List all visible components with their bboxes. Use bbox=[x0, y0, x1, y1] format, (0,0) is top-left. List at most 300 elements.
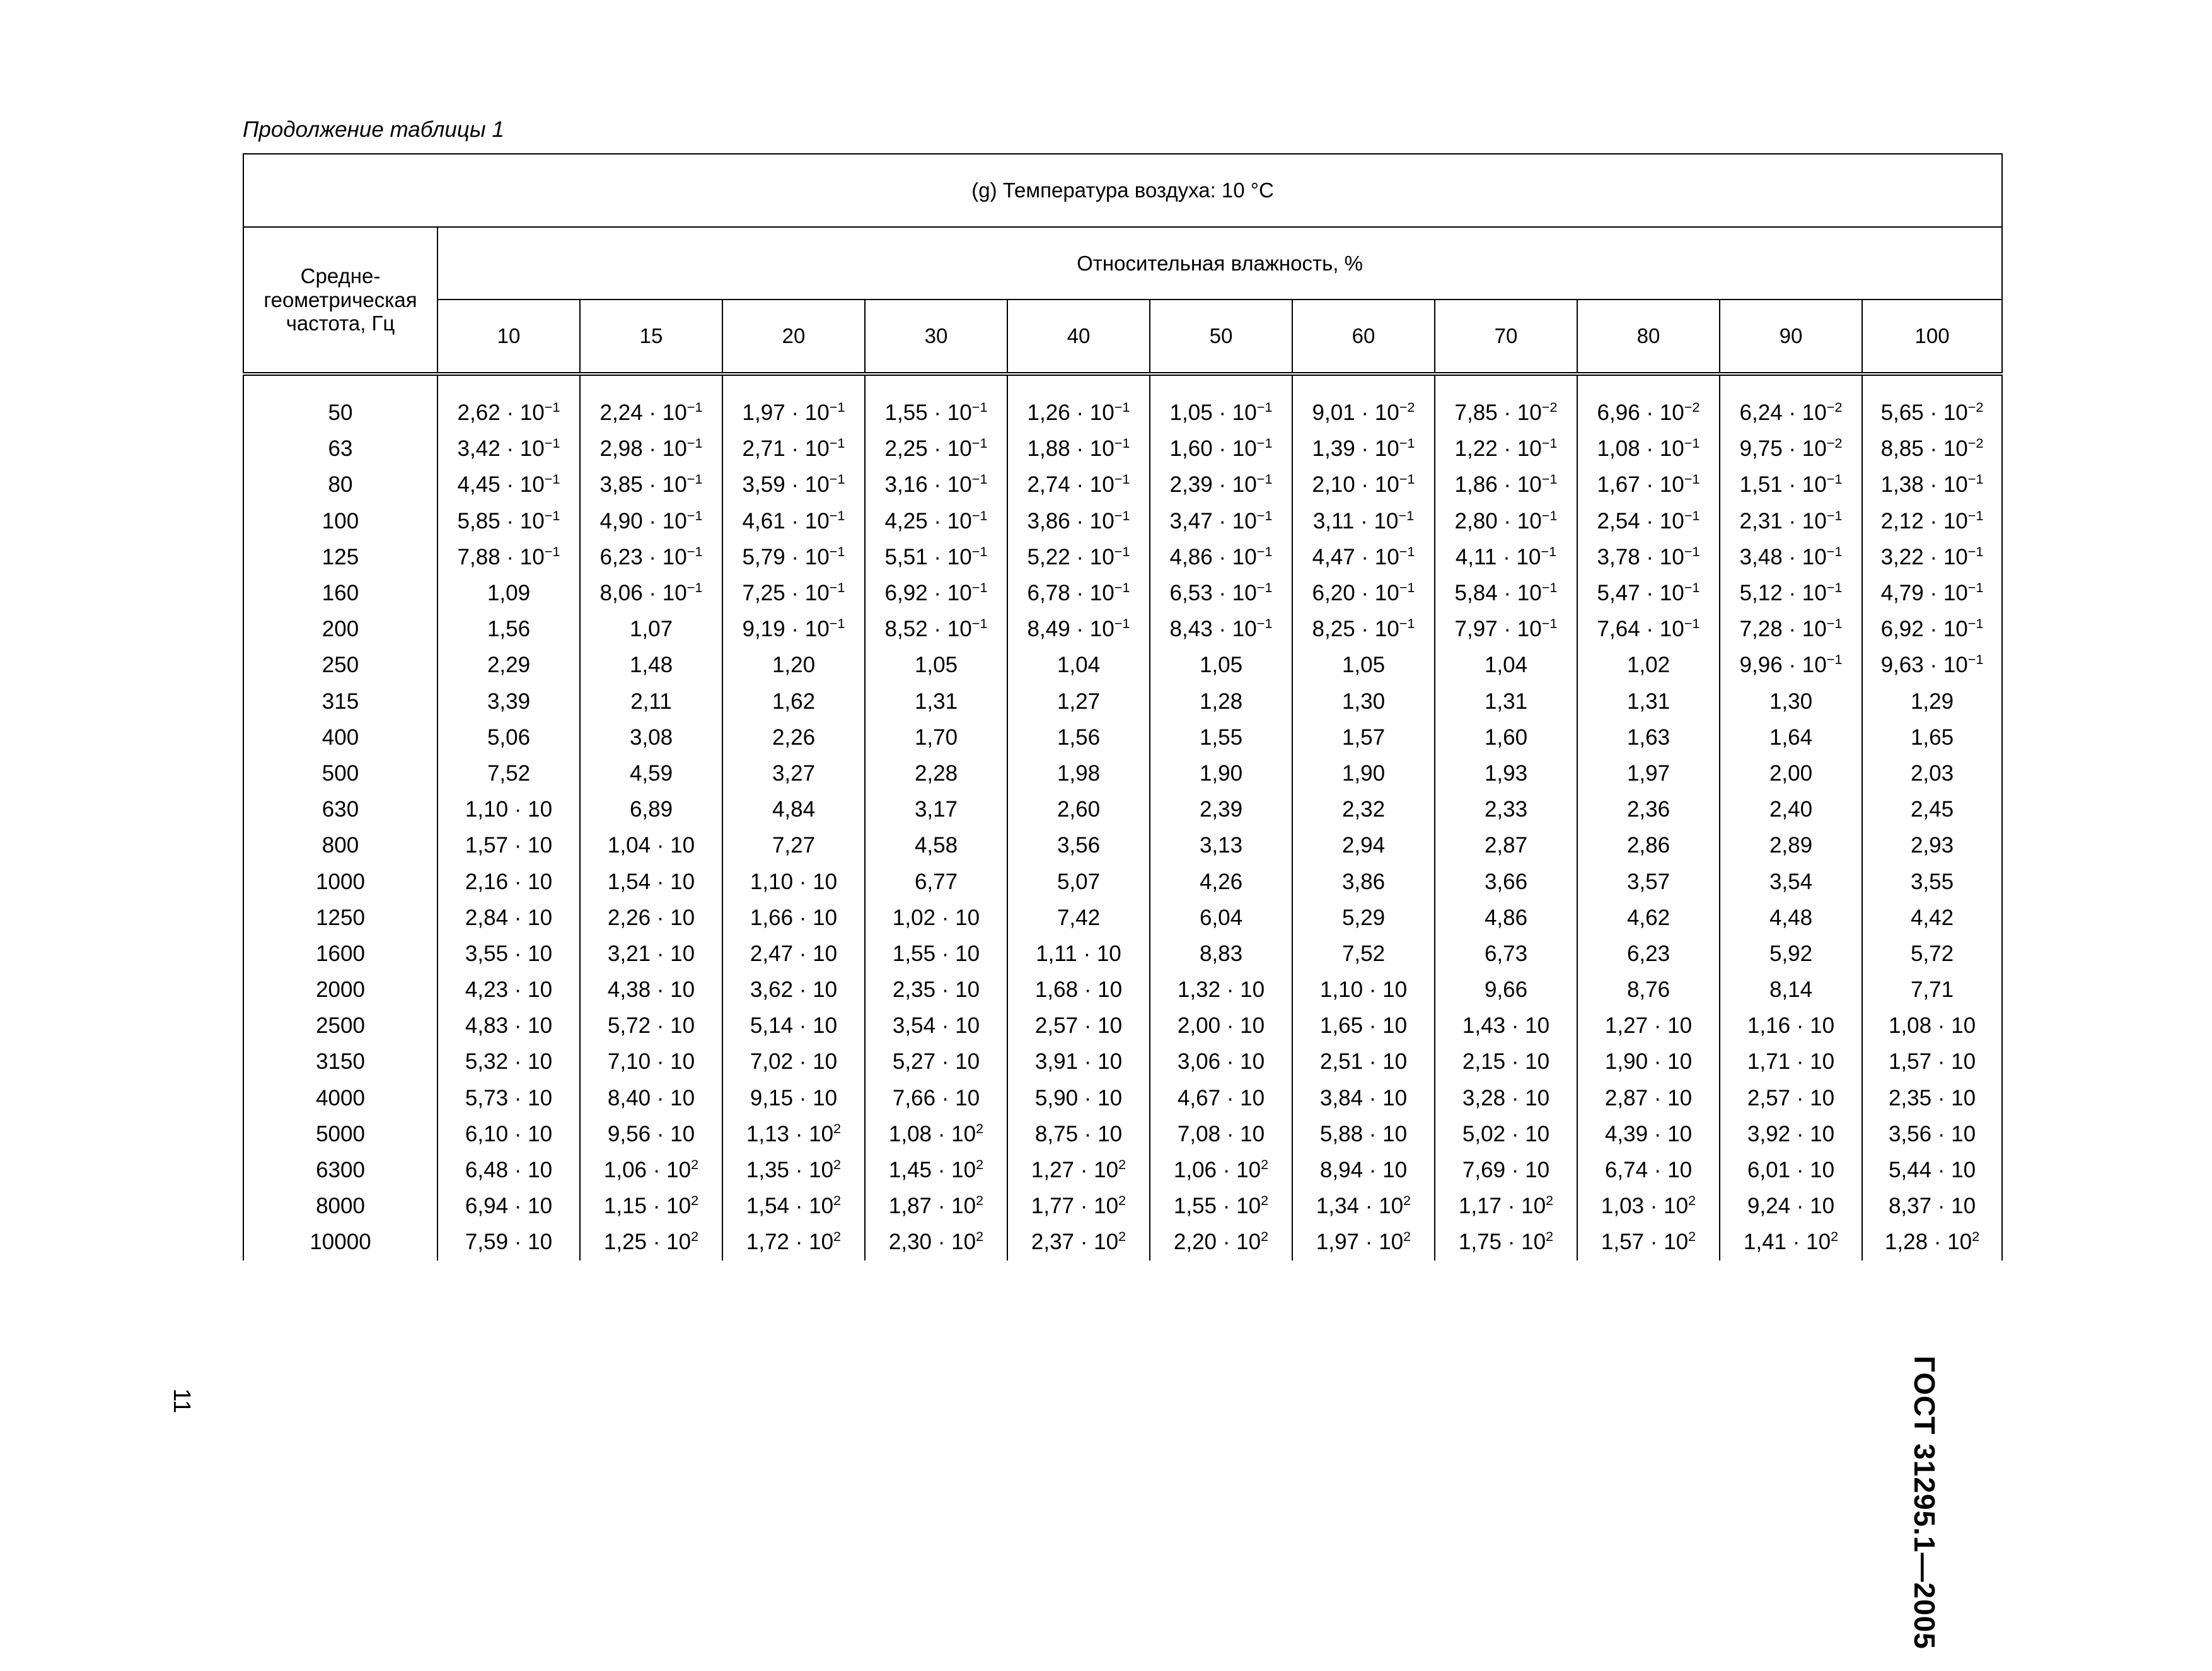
value-cell: 1,57 · 10 bbox=[437, 827, 580, 863]
value-cell: $6,92 \cdot 10^{-1}$ bbox=[865, 575, 1007, 611]
value-cell: 6,48 · 10 bbox=[437, 1152, 580, 1188]
frequency-cell: 2000 bbox=[243, 972, 437, 1008]
value-cell: 2,00 bbox=[1720, 755, 1862, 791]
value-cell: 1,02 · 10 bbox=[865, 900, 1007, 936]
value-cell: $4,61 \cdot 10^{-1}$ bbox=[722, 503, 865, 539]
value-cell: $6,96 \cdot 10^{-2}$ bbox=[1577, 374, 1720, 431]
value-cell: $8,52 \cdot 10^{-1}$ bbox=[865, 611, 1007, 647]
value-cell: $1,55 \cdot 10^2$ bbox=[1150, 1188, 1292, 1224]
value-cell: 8,37 · 10 bbox=[1862, 1188, 2002, 1224]
value-cell: $5,12 \cdot 10^{-1}$ bbox=[1720, 575, 1862, 611]
value-cell: $2,12 \cdot 10^{-1}$ bbox=[1862, 503, 2002, 539]
humidity-column-header: 30 bbox=[865, 300, 1007, 374]
value-cell: 1,90 bbox=[1292, 755, 1435, 791]
value-cell: 2,89 bbox=[1720, 827, 1862, 863]
humidity-columns-row bbox=[243, 300, 2002, 374]
frequency-cell: 1000 bbox=[243, 863, 437, 899]
value-cell: $8,43 \cdot 10^{-1}$ bbox=[1150, 611, 1292, 647]
value-cell: $6,23 \cdot 10^{-1}$ bbox=[580, 539, 722, 575]
frequency-cell: 8000 bbox=[243, 1188, 437, 1224]
value-cell: $6,78 \cdot 10^{-1}$ bbox=[1007, 575, 1150, 611]
table-row bbox=[243, 503, 2002, 539]
table-row bbox=[243, 1008, 2002, 1044]
value-cell: 1,30 bbox=[1292, 684, 1435, 719]
value-cell: 4,67 · 10 bbox=[1150, 1080, 1292, 1116]
value-cell: 2,45 bbox=[1862, 791, 2002, 827]
humidity-column-header: 10 bbox=[437, 300, 580, 374]
value-cell: 2,26 bbox=[722, 719, 865, 755]
value-cell: 1,65 · 10 bbox=[1292, 1008, 1435, 1044]
standard-code: ГОСТ 31295.1—2005 bbox=[1908, 1356, 1941, 1650]
value-cell: 1,04 bbox=[1007, 647, 1150, 683]
value-cell: $2,31 \cdot 10^{-1}$ bbox=[1720, 503, 1862, 539]
value-cell: $2,30 \cdot 10^2$ bbox=[865, 1224, 1007, 1260]
value-cell: 5,90 · 10 bbox=[1007, 1080, 1150, 1116]
value-cell: 1,30 bbox=[1720, 684, 1862, 719]
value-cell: $6,24 \cdot 10^{-2}$ bbox=[1720, 374, 1862, 431]
value-cell: 1,10 · 10 bbox=[722, 863, 865, 899]
value-cell: 5,07 bbox=[1007, 863, 1150, 899]
value-cell: 1,90 · 10 bbox=[1577, 1044, 1720, 1080]
value-cell: 5,27 · 10 bbox=[865, 1044, 1007, 1080]
value-cell: 6,94 · 10 bbox=[437, 1188, 580, 1224]
value-cell: 1,08 · 10 bbox=[1862, 1008, 2002, 1044]
value-cell: 8,76 bbox=[1577, 972, 1720, 1008]
value-cell: 9,15 · 10 bbox=[722, 1080, 865, 1116]
value-cell: $7,28 \cdot 10^{-1}$ bbox=[1720, 611, 1862, 647]
humidity-column-header: 90 bbox=[1720, 300, 1862, 374]
value-cell: $8,06 \cdot 10^{-1}$ bbox=[580, 575, 722, 611]
value-cell: $2,54 \cdot 10^{-1}$ bbox=[1577, 503, 1720, 539]
value-cell: 1,16 · 10 bbox=[1720, 1008, 1862, 1044]
value-cell: 1,68 · 10 bbox=[1007, 972, 1150, 1008]
value-cell: 5,14 · 10 bbox=[722, 1008, 865, 1044]
value-cell: $6,20 \cdot 10^{-1}$ bbox=[1292, 575, 1435, 611]
value-cell: 4,39 · 10 bbox=[1577, 1116, 1720, 1152]
value-cell: 5,88 · 10 bbox=[1292, 1116, 1435, 1152]
value-cell: 4,48 bbox=[1720, 900, 1862, 936]
frequency-cell: 2500 bbox=[243, 1008, 437, 1044]
frequency-cell: 800 bbox=[243, 827, 437, 863]
value-cell: $2,24 \cdot 10^{-1}$ bbox=[580, 374, 722, 431]
frequency-cell: 315 bbox=[243, 684, 437, 719]
frequency-cell: 200 bbox=[243, 611, 437, 647]
value-cell: 1,70 bbox=[865, 719, 1007, 755]
value-cell: 7,08 · 10 bbox=[1150, 1116, 1292, 1152]
value-cell: $5,22 \cdot 10^{-1}$ bbox=[1007, 539, 1150, 575]
value-cell: 8,83 bbox=[1150, 936, 1292, 972]
value-cell: $3,47 \cdot 10^{-1}$ bbox=[1150, 503, 1292, 539]
value-cell: 1,04 · 10 bbox=[580, 827, 722, 863]
frequency-cell: 100 bbox=[243, 503, 437, 539]
value-cell: 1,29 bbox=[1862, 684, 2002, 719]
value-cell: 7,59 · 10 bbox=[437, 1224, 580, 1260]
value-cell: $2,20 \cdot 10^2$ bbox=[1150, 1224, 1292, 1260]
value-cell: $6,92 \cdot 10^{-1}$ bbox=[1862, 611, 2002, 647]
value-cell: $4,11 \cdot 10^{-1}$ bbox=[1435, 539, 1577, 575]
value-cell: 3,86 bbox=[1292, 863, 1435, 899]
value-cell: $1,77 \cdot 10^2$ bbox=[1007, 1188, 1150, 1224]
humidity-column-header: 40 bbox=[1007, 300, 1150, 374]
value-cell: $2,39 \cdot 10^{-1}$ bbox=[1150, 467, 1292, 503]
value-cell: $1,08 \cdot 10^{-1}$ bbox=[1577, 431, 1720, 467]
value-cell: 4,58 bbox=[865, 827, 1007, 863]
table-row bbox=[243, 791, 2002, 827]
value-cell: 1,27 · 10 bbox=[1577, 1008, 1720, 1044]
value-cell: 4,23 · 10 bbox=[437, 972, 580, 1008]
value-cell: $5,47 \cdot 10^{-1}$ bbox=[1577, 575, 1720, 611]
value-cell: 2,03 bbox=[1862, 755, 2002, 791]
value-cell: 3,55 bbox=[1862, 863, 2002, 899]
value-cell: 1,64 bbox=[1720, 719, 1862, 755]
value-cell: $4,86 \cdot 10^{-1}$ bbox=[1150, 539, 1292, 575]
value-cell: 5,72 bbox=[1862, 936, 2002, 972]
value-cell: 3,56 bbox=[1007, 827, 1150, 863]
frequency-cell: 50 bbox=[243, 374, 437, 431]
table-row bbox=[243, 431, 2002, 467]
value-cell: 2,36 bbox=[1577, 791, 1720, 827]
table-row bbox=[243, 1080, 2002, 1116]
frequency-cell: 3150 bbox=[243, 1044, 437, 1080]
value-cell: 3,28 · 10 bbox=[1435, 1080, 1577, 1116]
value-cell: $3,59 \cdot 10^{-1}$ bbox=[722, 467, 865, 503]
value-cell: 9,66 bbox=[1435, 972, 1577, 1008]
value-cell: $3,85 \cdot 10^{-1}$ bbox=[580, 467, 722, 503]
value-cell: 5,02 · 10 bbox=[1435, 1116, 1577, 1152]
value-cell: $1,28 \cdot 10^2$ bbox=[1862, 1224, 2002, 1260]
value-cell: 8,94 · 10 bbox=[1292, 1152, 1435, 1188]
value-cell: 4,86 bbox=[1435, 900, 1577, 936]
value-cell: $1,54 \cdot 10^2$ bbox=[722, 1188, 865, 1224]
frequency-cell: 10000 bbox=[243, 1224, 437, 1260]
value-cell: $5,85 \cdot 10^{-1}$ bbox=[437, 503, 580, 539]
value-cell: $1,03 \cdot 10^2$ bbox=[1577, 1188, 1720, 1224]
value-cell: $8,85 \cdot 10^{-2}$ bbox=[1862, 431, 2002, 467]
value-cell: 2,84 · 10 bbox=[437, 900, 580, 936]
table-row bbox=[243, 374, 2002, 431]
value-cell: $1,27 \cdot 10^2$ bbox=[1007, 1152, 1150, 1188]
value-cell: 2,39 bbox=[1150, 791, 1292, 827]
value-cell: $1,34 \cdot 10^2$ bbox=[1292, 1188, 1435, 1224]
value-cell: 2,57 · 10 bbox=[1007, 1008, 1150, 1044]
value-cell: 8,14 bbox=[1720, 972, 1862, 1008]
value-cell: $1,13 \cdot 10^2$ bbox=[722, 1116, 865, 1152]
value-cell: $3,78 \cdot 10^{-1}$ bbox=[1577, 539, 1720, 575]
value-cell: 3,21 · 10 bbox=[580, 936, 722, 972]
value-cell: 5,06 bbox=[437, 719, 580, 755]
value-cell: $4,90 \cdot 10^{-1}$ bbox=[580, 503, 722, 539]
value-cell: 3,56 · 10 bbox=[1862, 1116, 2002, 1152]
value-cell: $1,26 \cdot 10^{-1}$ bbox=[1007, 374, 1150, 431]
value-cell: $2,98 \cdot 10^{-1}$ bbox=[580, 431, 722, 467]
value-cell: 1,93 bbox=[1435, 755, 1577, 791]
value-cell: 2,28 bbox=[865, 755, 1007, 791]
frequency-header: Средне- геометрическая частота, Гц bbox=[243, 227, 437, 374]
value-cell: 1,10 · 10 bbox=[1292, 972, 1435, 1008]
value-cell: 2,86 bbox=[1577, 827, 1720, 863]
table-row bbox=[243, 900, 2002, 936]
table-row bbox=[243, 755, 2002, 791]
value-cell: $1,41 \cdot 10^2$ bbox=[1720, 1224, 1862, 1260]
value-cell: $3,11 \cdot 10^{-1}$ bbox=[1292, 503, 1435, 539]
value-cell: $1,22 \cdot 10^{-1}$ bbox=[1435, 431, 1577, 467]
value-cell: $5,51 \cdot 10^{-1}$ bbox=[865, 539, 1007, 575]
value-cell: 5,32 · 10 bbox=[437, 1044, 580, 1080]
value-cell: 2,32 bbox=[1292, 791, 1435, 827]
frequency-cell: 1600 bbox=[243, 936, 437, 972]
value-cell: $1,15 \cdot 10^2$ bbox=[580, 1188, 722, 1224]
value-cell: 2,87 · 10 bbox=[1577, 1080, 1720, 1116]
table-row bbox=[243, 719, 2002, 755]
value-cell: $1,06 \cdot 10^2$ bbox=[580, 1152, 722, 1188]
value-cell: $4,45 \cdot 10^{-1}$ bbox=[437, 467, 580, 503]
value-cell: 1,63 bbox=[1577, 719, 1720, 755]
table-row bbox=[243, 611, 2002, 647]
value-cell: 1,05 bbox=[865, 647, 1007, 683]
table-row bbox=[243, 647, 2002, 683]
value-cell: $1,55 \cdot 10^{-1}$ bbox=[865, 374, 1007, 431]
value-cell: $2,71 \cdot 10^{-1}$ bbox=[722, 431, 865, 467]
frequency-cell: 80 bbox=[243, 467, 437, 503]
table-row bbox=[243, 539, 2002, 575]
value-cell: $1,75 \cdot 10^2$ bbox=[1435, 1224, 1577, 1260]
value-cell: 9,56 · 10 bbox=[580, 1116, 722, 1152]
humidity-column-header: 20 bbox=[722, 300, 865, 374]
humidity-column-header: 60 bbox=[1292, 300, 1435, 374]
table-row bbox=[243, 863, 2002, 899]
value-cell: 1,55 · 10 bbox=[865, 936, 1007, 972]
value-cell: 2,87 bbox=[1435, 827, 1577, 863]
humidity-column-header: 80 bbox=[1577, 300, 1720, 374]
value-cell: $8,49 \cdot 10^{-1}$ bbox=[1007, 611, 1150, 647]
value-cell: 3,27 bbox=[722, 755, 865, 791]
value-cell: 1,60 bbox=[1435, 719, 1577, 755]
value-cell: 7,66 · 10 bbox=[865, 1080, 1007, 1116]
value-cell: $3,22 \cdot 10^{-1}$ bbox=[1862, 539, 2002, 575]
frequency-cell: 500 bbox=[243, 755, 437, 791]
value-cell: $6,53 \cdot 10^{-1}$ bbox=[1150, 575, 1292, 611]
value-cell: 2,33 bbox=[1435, 791, 1577, 827]
value-cell: 2,35 · 10 bbox=[1862, 1080, 2002, 1116]
value-cell: 3,17 bbox=[865, 791, 1007, 827]
value-cell: 1,56 bbox=[437, 611, 580, 647]
value-cell: $5,84 \cdot 10^{-1}$ bbox=[1435, 575, 1577, 611]
value-cell: 1,07 bbox=[580, 611, 722, 647]
table-body bbox=[243, 374, 2002, 1261]
value-cell: 7,02 · 10 bbox=[722, 1044, 865, 1080]
frequency-cell: 6300 bbox=[243, 1152, 437, 1188]
value-cell: $1,45 \cdot 10^2$ bbox=[865, 1152, 1007, 1188]
humidity-column-header: 50 bbox=[1150, 300, 1292, 374]
value-cell: 2,51 · 10 bbox=[1292, 1044, 1435, 1080]
value-cell: 5,29 bbox=[1292, 900, 1435, 936]
table-row bbox=[243, 575, 2002, 611]
value-cell: 2,29 bbox=[437, 647, 580, 683]
value-cell: $3,48 \cdot 10^{-1}$ bbox=[1720, 539, 1862, 575]
humidity-column-header: 70 bbox=[1435, 300, 1577, 374]
value-cell: 1,10 · 10 bbox=[437, 791, 580, 827]
value-cell: 1,43 · 10 bbox=[1435, 1008, 1577, 1044]
value-cell: 1,31 bbox=[1577, 684, 1720, 719]
value-cell: $4,79 \cdot 10^{-1}$ bbox=[1862, 575, 2002, 611]
value-cell: $3,42 \cdot 10^{-1}$ bbox=[437, 431, 580, 467]
value-cell: 7,52 bbox=[437, 755, 580, 791]
value-cell: $8,25 \cdot 10^{-1}$ bbox=[1292, 611, 1435, 647]
value-cell: 1,04 bbox=[1435, 647, 1577, 683]
value-cell: $1,17 \cdot 10^2$ bbox=[1435, 1188, 1577, 1224]
value-cell: $4,25 \cdot 10^{-1}$ bbox=[865, 503, 1007, 539]
value-cell: 6,77 bbox=[865, 863, 1007, 899]
value-cell: $3,86 \cdot 10^{-1}$ bbox=[1007, 503, 1150, 539]
value-cell: 3,91 · 10 bbox=[1007, 1044, 1150, 1080]
value-cell: 7,71 bbox=[1862, 972, 2002, 1008]
value-cell: 1,11 · 10 bbox=[1007, 936, 1150, 972]
value-cell: $1,97 \cdot 10^2$ bbox=[1292, 1224, 1435, 1260]
value-cell: 3,08 bbox=[580, 719, 722, 755]
table-row bbox=[243, 684, 2002, 719]
value-cell: 1,56 bbox=[1007, 719, 1150, 755]
table-row bbox=[243, 1152, 2002, 1188]
value-cell: 2,57 · 10 bbox=[1720, 1080, 1862, 1116]
value-cell: 9,24 · 10 bbox=[1720, 1188, 1862, 1224]
value-cell: 1,62 bbox=[722, 684, 865, 719]
value-cell: $9,96 \cdot 10^{-1}$ bbox=[1720, 647, 1862, 683]
value-cell: $5,65 \cdot 10^{-2}$ bbox=[1862, 374, 2002, 431]
table-row bbox=[243, 827, 2002, 863]
frequency-cell: 1250 bbox=[243, 900, 437, 936]
value-cell: 2,26 · 10 bbox=[580, 900, 722, 936]
frequency-cell: 125 bbox=[243, 539, 437, 575]
value-cell: 1,27 bbox=[1007, 684, 1150, 719]
value-cell: $2,10 \cdot 10^{-1}$ bbox=[1292, 467, 1435, 503]
value-cell: 7,52 bbox=[1292, 936, 1435, 972]
value-cell: $1,88 \cdot 10^{-1}$ bbox=[1007, 431, 1150, 467]
value-cell: $7,85 \cdot 10^{-2}$ bbox=[1435, 374, 1577, 431]
value-cell: $1,51 \cdot 10^{-1}$ bbox=[1720, 467, 1862, 503]
frequency-cell: 63 bbox=[243, 431, 437, 467]
value-cell: 1,02 bbox=[1577, 647, 1720, 683]
value-cell: 2,47 · 10 bbox=[722, 936, 865, 972]
value-cell: $2,80 \cdot 10^{-1}$ bbox=[1435, 503, 1577, 539]
value-cell: 4,26 bbox=[1150, 863, 1292, 899]
table-row bbox=[243, 1044, 2002, 1080]
value-cell: 6,10 · 10 bbox=[437, 1116, 580, 1152]
table-row bbox=[243, 1188, 2002, 1224]
frequency-cell: 5000 bbox=[243, 1116, 437, 1152]
value-cell: 1,31 bbox=[865, 684, 1007, 719]
value-cell: 1,57 · 10 bbox=[1862, 1044, 2002, 1080]
value-cell: $1,08 \cdot 10^2$ bbox=[865, 1116, 1007, 1152]
value-cell: $3,16 \cdot 10^{-1}$ bbox=[865, 467, 1007, 503]
value-cell: $7,97 \cdot 10^{-1}$ bbox=[1435, 611, 1577, 647]
value-cell: $1,86 \cdot 10^{-1}$ bbox=[1435, 467, 1577, 503]
value-cell: 1,32 · 10 bbox=[1150, 972, 1292, 1008]
value-cell: 1,71 · 10 bbox=[1720, 1044, 1862, 1080]
value-cell: $9,75 \cdot 10^{-2}$ bbox=[1720, 431, 1862, 467]
value-cell: $7,25 \cdot 10^{-1}$ bbox=[722, 575, 865, 611]
value-cell: 3,92 · 10 bbox=[1720, 1116, 1862, 1152]
value-cell: 6,23 bbox=[1577, 936, 1720, 972]
value-cell: 5,73 · 10 bbox=[437, 1080, 580, 1116]
value-cell: 2,15 · 10 bbox=[1435, 1044, 1577, 1080]
value-cell: $1,25 \cdot 10^2$ bbox=[580, 1224, 722, 1260]
table-row bbox=[243, 972, 2002, 1008]
value-cell: $9,63 \cdot 10^{-1}$ bbox=[1862, 647, 2002, 683]
frequency-cell: 4000 bbox=[243, 1080, 437, 1116]
value-cell: 3,06 · 10 bbox=[1150, 1044, 1292, 1080]
value-cell: 2,60 bbox=[1007, 791, 1150, 827]
value-cell: 4,59 bbox=[580, 755, 722, 791]
value-cell: $1,06 \cdot 10^2$ bbox=[1150, 1152, 1292, 1188]
frequency-cell: 160 bbox=[243, 575, 437, 611]
frequency-cell: 400 bbox=[243, 719, 437, 755]
value-cell: $4,47 \cdot 10^{-1}$ bbox=[1292, 539, 1435, 575]
value-cell: $2,62 \cdot 10^{-1}$ bbox=[437, 374, 580, 431]
value-cell: 1,57 bbox=[1292, 719, 1435, 755]
value-cell: 7,10 · 10 bbox=[580, 1044, 722, 1080]
value-cell: 1,54 · 10 bbox=[580, 863, 722, 899]
value-cell: 5,92 bbox=[1720, 936, 1862, 972]
value-cell: 1,05 bbox=[1292, 647, 1435, 683]
value-cell: $9,01 \cdot 10^{-2}$ bbox=[1292, 374, 1435, 431]
value-cell: 3,55 · 10 bbox=[437, 936, 580, 972]
table-row bbox=[243, 1224, 2002, 1260]
value-cell: 5,72 · 10 bbox=[580, 1008, 722, 1044]
value-cell: 1,48 bbox=[580, 647, 722, 683]
value-cell: 1,28 bbox=[1150, 684, 1292, 719]
value-cell: 7,42 bbox=[1007, 900, 1150, 936]
value-cell: 4,42 bbox=[1862, 900, 2002, 936]
value-cell: 8,75 · 10 bbox=[1007, 1116, 1150, 1152]
value-cell: 1,98 bbox=[1007, 755, 1150, 791]
value-cell: 7,27 bbox=[722, 827, 865, 863]
value-cell: 1,66 · 10 bbox=[722, 900, 865, 936]
attenuation-table bbox=[243, 153, 2003, 1261]
humidity-column-header: 15 bbox=[580, 300, 722, 374]
value-cell: 1,55 bbox=[1150, 719, 1292, 755]
table-row bbox=[243, 936, 2002, 972]
frequency-cell: 250 bbox=[243, 647, 437, 683]
value-cell: 1,31 bbox=[1435, 684, 1577, 719]
value-cell: $1,05 \cdot 10^{-1}$ bbox=[1150, 374, 1292, 431]
value-cell: $5,79 \cdot 10^{-1}$ bbox=[722, 539, 865, 575]
value-cell: $1,60 \cdot 10^{-1}$ bbox=[1150, 431, 1292, 467]
value-cell: 3,54 bbox=[1720, 863, 1862, 899]
value-cell: 2,00 · 10 bbox=[1150, 1008, 1292, 1044]
value-cell: $1,39 \cdot 10^{-1}$ bbox=[1292, 431, 1435, 467]
value-cell: $1,97 \cdot 10^{-1}$ bbox=[722, 374, 865, 431]
value-cell: 2,94 bbox=[1292, 827, 1435, 863]
value-cell: $1,57 \cdot 10^2$ bbox=[1577, 1224, 1720, 1260]
value-cell: 3,62 · 10 bbox=[722, 972, 865, 1008]
value-cell: 2,93 bbox=[1862, 827, 2002, 863]
value-cell: 3,39 bbox=[437, 684, 580, 719]
value-cell: 4,62 bbox=[1577, 900, 1720, 936]
value-cell: 3,54 · 10 bbox=[865, 1008, 1007, 1044]
value-cell: 6,74 · 10 bbox=[1577, 1152, 1720, 1188]
page-number: 11 bbox=[168, 1388, 195, 1414]
value-cell: $1,87 \cdot 10^2$ bbox=[865, 1188, 1007, 1224]
frequency-cell: 630 bbox=[243, 791, 437, 827]
value-cell: 1,05 bbox=[1150, 647, 1292, 683]
value-cell: $1,38 \cdot 10^{-1}$ bbox=[1862, 467, 2002, 503]
value-cell: 1,97 bbox=[1577, 755, 1720, 791]
value-cell: 7,69 · 10 bbox=[1435, 1152, 1577, 1188]
value-cell: $1,72 \cdot 10^2$ bbox=[722, 1224, 865, 1260]
value-cell: $2,74 \cdot 10^{-1}$ bbox=[1007, 467, 1150, 503]
value-cell: 2,16 · 10 bbox=[437, 863, 580, 899]
value-cell: 6,04 bbox=[1150, 900, 1292, 936]
